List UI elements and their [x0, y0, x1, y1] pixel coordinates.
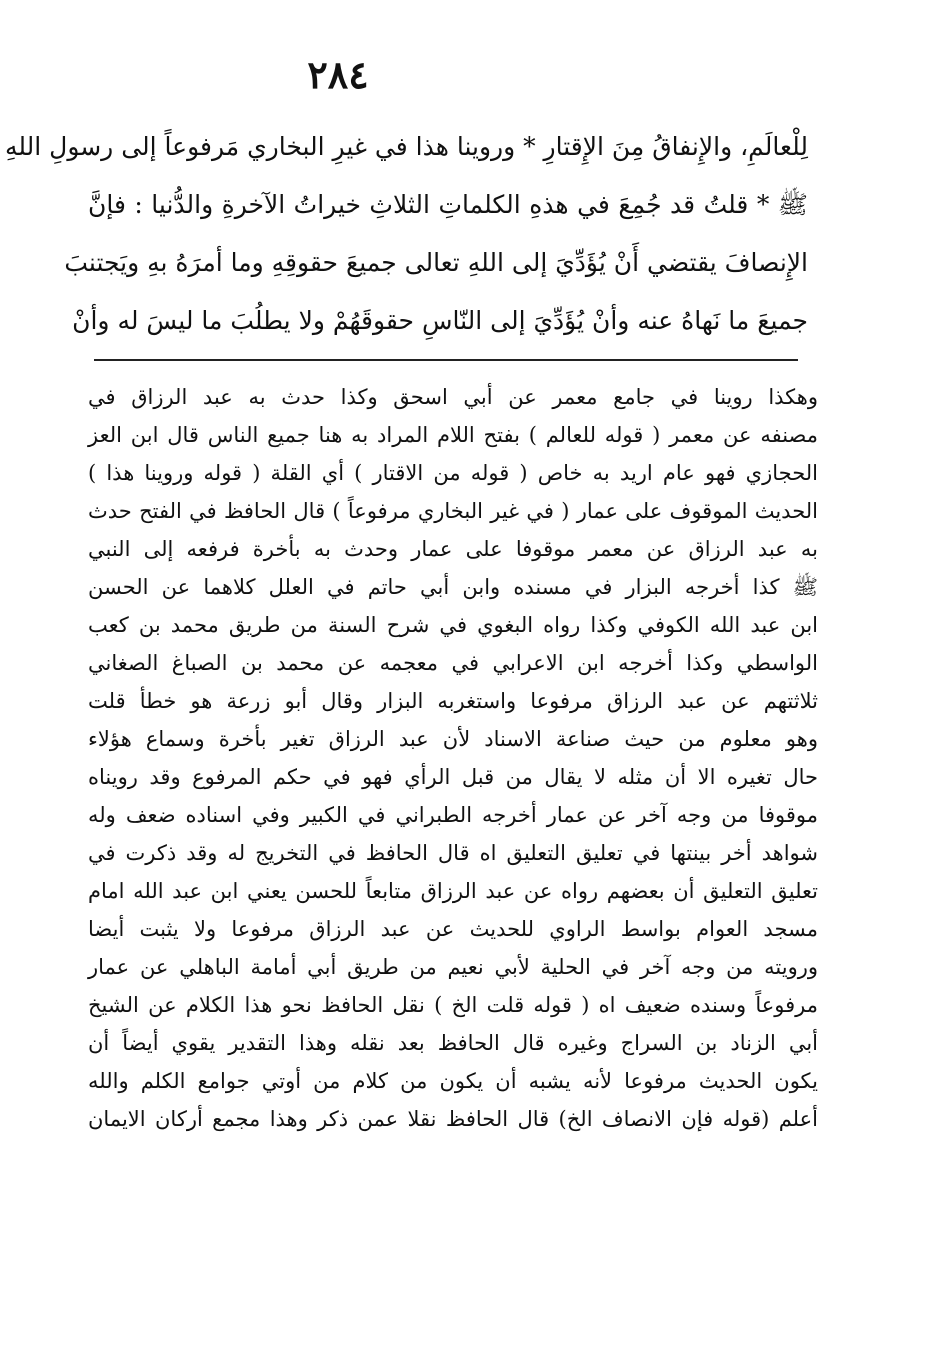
main-text-line: ﷺ * قلتُ قد جُمِعَ في هذهِ الكلماتِ الثلاثِ خيراتُ الآخرةِ والدُّنيا : فإنَّ [88, 190, 808, 219]
footnote-line: شواهد أخر بينتها في تعليق التعليق اه قال الحافظ في التخريج له وقد ذكرت في [88, 841, 818, 865]
footnote-line: ورويته من وجه آخر في الحلية لأبي نعيم من طريق أبي أمامة الباهلي عن عمار [88, 955, 818, 979]
footnote-line: تعليق التعليق أن بعضهم رواه عن عبد الرزاق متابعاً للحسن يعني ابن عبد الله امام [88, 879, 818, 903]
footnote-line: الواسطي وكذا أخرجه ابن الاعرابي في معجمه عن محمد بن الصباغ الصغاني [88, 651, 818, 675]
footnote-line: موقوفا من وجه آخر عن عمار أخرجه الطبراني في الكبير وفي اسناده ضعف وله [88, 803, 818, 827]
footnote-line: مسجد العوام بواسط الراوي للحديث عن عبد الرزاق مرفوعا ولا يثبت أيضا [88, 917, 818, 941]
footnote-line: أعلم (قوله فإن الانصاف الخ) قال الحافظ نقلا عمن ذكر وهذا مجمع أركان الايمان [88, 1107, 818, 1131]
footnote-divider [94, 359, 798, 361]
footnote-line: الحديث الموقوف على عمار ( في غير البخاري مرفوعاً ) قال الحافظ في الفتح حدث [88, 499, 818, 523]
footnote-line: حال تغيره الا أن مثله لا يقال من قبل الرأي فهو في حكم المرفوع وقد رويناه [88, 765, 818, 789]
footnote-line: وهكذا روينا في جامع معمر عن أبي اسحق وكذا حدث به عبد الرزاق في [88, 385, 818, 409]
main-text-line: جميعَ ما نَهاهُ عنه وأنْ يُؤَدِّيَ إلى النّاسِ حقوقَهُمْ ولا يطلُبَ ما ليسَ له وأنْ [72, 306, 808, 335]
main-text-line: الإِنصافَ يقتضي أَنْ يُؤَدِّيَ إلى اللهِ تعالى جميعَ حقوقِهِ وما أمرَهُ بهِ ويَجتنبَ [64, 248, 808, 277]
footnote-line: ثلاثتهم عن عبد الرزاق مرفوعا واستغربه البزار وقال أبو زرعة هو خطأ قلت [88, 689, 818, 713]
footnote-line: وهو معلوم من حيث صناعة الاسناد لأن عبد الرزاق تغير بأخرة وسماع هؤلاء [88, 727, 818, 751]
footnote-line: ابن عبد الله الكوفي وكذا رواه البغوي في شرح السنة من طريق محمد بن كعب [88, 613, 818, 637]
footnote-line: يكون الحديث مرفوعا لأنه يشبه أن يكون من كلام من أوتي جوامع الكلم والله [88, 1069, 818, 1093]
footnote-line: أبي الزناد بن السراج وغيره قال الحافظ بعد نقله وهذا التقدير يقوي أيضاً أن [88, 1031, 818, 1055]
footnote-line: الحجازي فهو عام اريد به خاص ( قوله من الاقتار ) أي القلة ( قوله وروينا هذا ) [88, 461, 818, 485]
footnote-line: مصنفه عن معمر ( قوله للعالم ) بفتح اللام المراد به هنا جميع الناس قال ابن العز [88, 423, 818, 447]
footnote-line: به عبد الرزاق عن معمر موقوفا على عمار وحدث به بأخرة فرفعه إلى النبي [88, 537, 818, 561]
footnotes-block [88, 378, 818, 1138]
footnote-line: مرفوعاً وسنده ضعيف اه ( قوله قلت الخ ) نقل الحافظ نحو هذا الكلام عن الشيخ [88, 993, 818, 1017]
main-text-line: لِلْعالَمِ، والإِنفاقُ مِنَ الإِقتارِ * وروينا هذا في غيرِ البخاري مَرفوعاً إلى رسولِ اللهِ [4, 132, 808, 161]
main-text-block [4, 118, 808, 350]
page-number: ٢٨٤ [307, 52, 369, 97]
footnote-line: ﷺ كذا أخرجه البزار في مسنده وابن أبي حاتم في العلل كلاهما عن الحسن [88, 575, 818, 599]
